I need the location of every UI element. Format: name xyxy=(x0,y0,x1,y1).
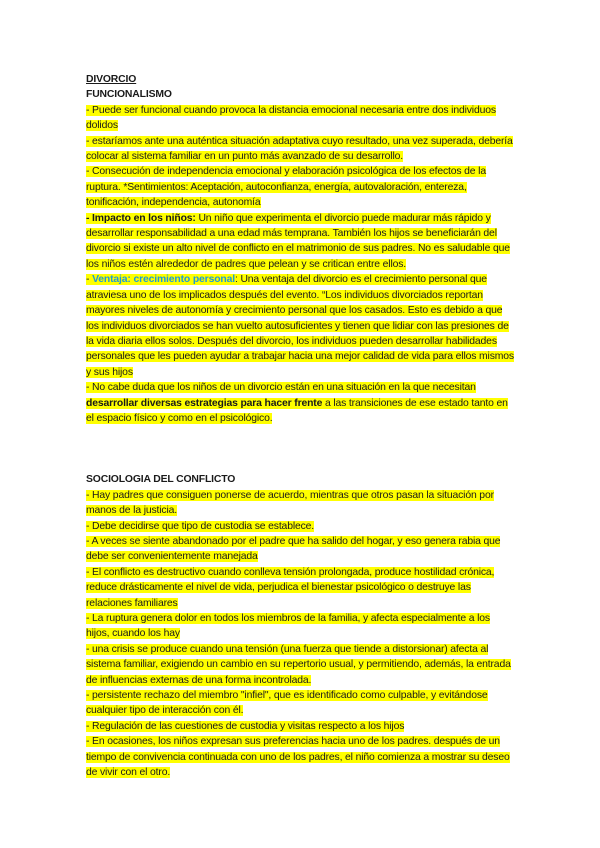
paragraph-rechazo xyxy=(86,688,516,719)
highlighted-lead-blue: Ventaja: crecimiento personal xyxy=(92,274,235,286)
paragraph-acuerdo xyxy=(86,488,516,519)
highlighted-text: - estaríamos ante una auténtica situación adaptativa cuyo resultado, una vez superada, debería colocar al sistema familiar en un punto más avanzado de su desarrollo. xyxy=(86,135,513,163)
highlighted-text: - Puede ser funcional cuando provoca la distancia emocional necesaria entre dos individuos dolidos xyxy=(86,104,496,132)
paragraph-impacto-ninos xyxy=(86,211,516,273)
highlighted-text: - una crisis se produce cuando una tensión (una fuerza que tiende a distorsionar) afecta al sistema familiar, exigiendo un cambio en su repertorio usual, y permitiendo, además, la entrada de influencias externas de una forma incontrolada. xyxy=(86,643,511,686)
highlighted-text: - En ocasiones, los niños expresan sus preferencias hacia uno de los padres. después de un tiempo de convivencia continuada con uno de los padres, el niño comienza a mostrar su deseo de vivir con el otro. xyxy=(86,736,510,779)
highlighted-text: - No cabe duda que los niños de un divorcio están en una situación en la que necesitan xyxy=(86,382,476,394)
paragraph-abandonado xyxy=(86,534,516,565)
section-subtitle-funcionalismo: FUNCIONALISMO xyxy=(86,89,172,101)
highlighted-text: Un niño que experimenta el divorcio puede madurar más rápido y desarrollar responsabilidad a una edad más temprana. También los hijos se beneficiarán del divorcio si existe un alto nivel de conflicto en el matrimonio de sus padres. No es saludable que los niños estén alrededor de padres que pelean y se critican entre ellos. xyxy=(86,212,510,270)
section-title-divorcio: DIVORCIO xyxy=(86,74,137,85)
highlighted-text: - Debe decidirse que tipo de custodia se establece. xyxy=(86,520,315,532)
paragraph-custodia xyxy=(86,519,516,534)
highlighted-text: - Hay padres que consiguen ponerse de acuerdo, mientras que otros pasan la situación por manos de la justicia. xyxy=(86,489,494,517)
paragraph-independencia xyxy=(86,164,516,210)
highlighted-text: - El conflicto es destructivo cuando conlleva tensión prolongada, produce hostilidad crónica, reduce drásticamente el nivel de vida, perjudica el bienestar psicológico o destruye las relaciones familiares xyxy=(86,566,495,609)
paragraph-ventaja xyxy=(86,272,516,380)
highlighted-text: - Regulación de las cuestiones de custodia y visitas respecto a los hijos xyxy=(86,720,405,732)
highlighted-text: - La ruptura genera dolor en todos los miembros de la familia, y afecta especialmente a los hijos, cuando los hay xyxy=(86,613,490,640)
paragraph-preferencias xyxy=(86,734,516,780)
document-page xyxy=(86,72,516,780)
paragraph-crisis xyxy=(86,642,516,688)
paragraph-conflicto xyxy=(86,565,516,611)
highlighted-text: - persistente rechazo del miembro "infiel", que es identificado como culpable, y evitándose cualquier tipo de interacción con él. xyxy=(86,690,488,717)
paragraph-adaptativa xyxy=(86,134,516,165)
highlighted-text: - Consecución de independencia emocional y elaboración psicológica de los efectos de la ruptura. *Sentimientos: Aceptación, autoconfianza, energía, autovaloración, entereza, tonificación, independencia, autonomía xyxy=(86,166,486,209)
highlighted-text: - A veces se siente abandonado por el padre que ha salido del hogar, y eso genera rabia que debe ser convenientemente manejada xyxy=(86,535,501,563)
paragraph-regulacion xyxy=(86,719,516,734)
section-title-sociologia: SOCIOLOGIA DEL CONFLICTO xyxy=(86,474,236,486)
paragraph-ruptura xyxy=(86,611,516,642)
highlighted-text: : Una ventaja del divorcio es el crecimiento personal que atraviesa uno de los implicados después del evento. “Los individuos divorciados reportan mayores niveles de autonomía y crecimiento personal que los casados. Esto es debido a que los individuos divorciados se han vuelto autosuficientes y tienen que lidiar con las presiones de la vida diaria ellos solos. Después del divorcio, los individuos pueden desarrollar habilidades personales que les pueden ayudar a trabajar hacia una mejor calidad de vida para ellos mismos y sus hijos xyxy=(86,274,514,378)
section-gap xyxy=(86,426,516,472)
paragraph-estrategias xyxy=(86,380,516,426)
highlighted-lead: - Impacto en los niños: xyxy=(86,212,196,224)
dash: - xyxy=(86,274,93,286)
paragraph-funcional xyxy=(86,103,516,134)
highlighted-text: a las transiciones de ese estado tanto en el espacio físico y como en el psicológico. xyxy=(86,397,508,424)
highlighted-bold: desarrollar diversas estrategias para hacer frente xyxy=(86,397,323,409)
